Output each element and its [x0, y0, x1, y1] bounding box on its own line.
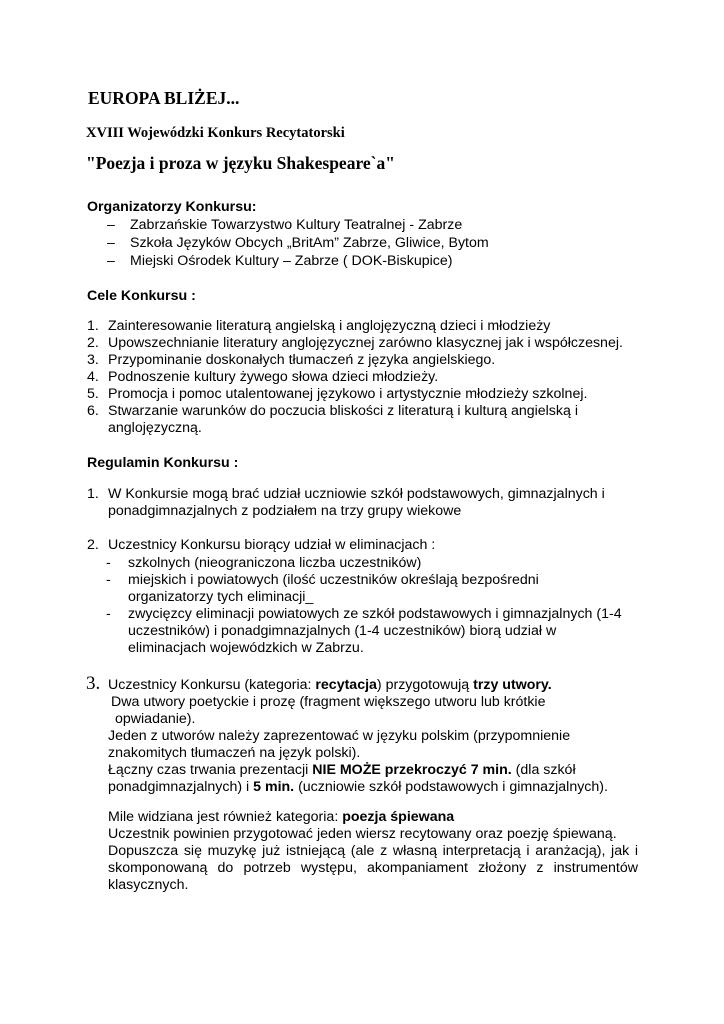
rule-3-text: Łączny czas trwania prezentacji — [108, 762, 313, 778]
bullet: – — [107, 235, 115, 251]
organizers-heading: Organizatorzy Konkursu: — [87, 199, 257, 215]
three-works: trzy utwory. — [473, 677, 552, 693]
item-text-continuation: organizatorzy tych eliminacji_ — [128, 589, 314, 605]
item-number: 2. — [87, 335, 99, 351]
organizer-name: Miejski Ośrodek Kultury – Zabrze ( DOK-Biskupice) — [130, 253, 453, 269]
item-text: Stwarzanie warunków do poczucia bliskości z literaturą i kulturą angielską i — [108, 403, 578, 419]
bullet: - — [106, 572, 111, 588]
item-number: 1. — [87, 318, 99, 334]
item-text-continuation: ponadgimnazjalnych z podziałem na trzy grupy wiekowe — [108, 503, 462, 519]
item-number: 5. — [87, 386, 99, 402]
rule-3-line-2: Dwa utwory poetyckie i prozę (fragment większego utworu lub krótkie — [111, 694, 546, 710]
rule-3-line-7 — [108, 779, 608, 796]
item-text: W Konkursie mogą brać udział uczniowie szkół podstawowych, gimnazjalnych i — [108, 486, 605, 502]
rule-3-line-3: opwiadanie). — [115, 711, 196, 727]
rule-3-text: (uczniowie szkół podstawowych i gimnazjalnych). — [294, 779, 608, 795]
item-text: Zainteresowanie literaturą angielską i anglojęzyczną dzieci i młodzieży — [108, 318, 551, 334]
time-limit: NIE MOŻE przekroczyć 7 min. — [312, 762, 512, 778]
rule-3-line-9: Uczestnik powinien przygotować jeden wiersz recytowany oraz poezję śpiewaną. — [108, 826, 617, 842]
rule-3-text: Uczestnicy Konkursu (kategoria: — [108, 677, 316, 693]
rule-3-line-4: Jeden z utworów należy zaprezentować w języku polskim (przypomnienie — [108, 728, 571, 744]
rule-3-text: (dla szkół — [511, 762, 576, 778]
rule-3-text: ponadgimnazjalnych) i — [108, 779, 254, 795]
bullet: - — [106, 606, 111, 622]
item-text: Uczestnicy Konkursu biorący udział w eliminacjach : — [108, 537, 436, 553]
item-text-continuation: eliminacjach wojewódzkich w Zabrzu. — [128, 640, 364, 656]
item-number: 2. — [87, 537, 99, 553]
rule-3-line-12: klasycznych. — [108, 877, 189, 893]
item-text: zwycięzcy eliminacji powiatowych ze szkół podstawowych i gimnazjalnych (1-4 — [128, 606, 622, 622]
item-text: szkolnych (nieograniczona liczba uczestników) — [128, 555, 422, 571]
time-limit-short: 5 min. — [253, 779, 295, 795]
category-recitation: recytacja — [315, 677, 377, 693]
contest-motto: "Poezja i proza w języku Shakespeare`a" — [86, 153, 395, 173]
rules-heading: Regulamin Konkursu : — [87, 455, 239, 471]
bullet: – — [107, 217, 115, 233]
item-text: Upowszechnianie literatury anglojęzycznej zarówno klasycznej jak i współczesnej. — [108, 335, 623, 351]
contest-subtitle: XVIII Wojewódzki Konkurs Recytatorski — [86, 125, 345, 141]
rule-3-line-11: skomponowaną do potrzeb występu, akompaniament złożony z instrumentów — [108, 860, 638, 876]
item-text: Przypominanie doskonałych tłumaczeń z języka angielskiego. — [108, 352, 496, 368]
item-text: Promocja i pomoc utalentowanej językowo i artystycznie młodzieży szkolnej. — [108, 386, 588, 402]
rule-3-line-6 — [108, 762, 576, 779]
item-number: 4. — [87, 369, 99, 385]
item-number: 6. — [87, 403, 99, 419]
rule-3-line-1 — [108, 677, 552, 694]
item-text-continuation: uczestników) i ponadgimnazjalnych (1-4 uczestników) biorą udział w — [128, 623, 557, 639]
bullet: - — [106, 555, 111, 571]
rule-3-text: Mile widziana jest również kategoria: — [108, 809, 343, 825]
item-number: 3. — [86, 673, 101, 694]
item-number: 1. — [87, 486, 99, 502]
organizer-name: Szkoła Języków Obcych „BritAm” Zabrze, Gliwice, Bytom — [130, 235, 489, 251]
rule-3-line-10: Dopuszcza się muzykę już istniejącą (ale z własną interpretacją i aranżacją), jak i — [108, 843, 638, 859]
item-text: Podnoszenie kultury żywego słowa dzieci młodzieży. — [108, 369, 439, 385]
item-text: miejskich i powiatowych (ilość uczestników określają bezpośredni — [128, 572, 539, 588]
category-sung-poetry: poezja śpiewana — [342, 809, 455, 825]
document-title: EUROPA BLIŻEJ... — [88, 88, 240, 108]
bullet: – — [107, 253, 115, 269]
item-text-continuation: anglojęzyczną. — [108, 420, 202, 436]
organizer-name: Zabrzańskie Towarzystwo Kultury Teatralnej - Zabrze — [130, 217, 463, 233]
goals-heading: Cele Konkursu : — [87, 288, 196, 304]
item-number: 3. — [87, 352, 99, 368]
rule-3-line-5: znakomitych tłumaczeń na język polski). — [108, 745, 361, 761]
rule-3-line-8 — [108, 809, 454, 826]
rule-3-text: ) przygotowują — [376, 677, 474, 693]
